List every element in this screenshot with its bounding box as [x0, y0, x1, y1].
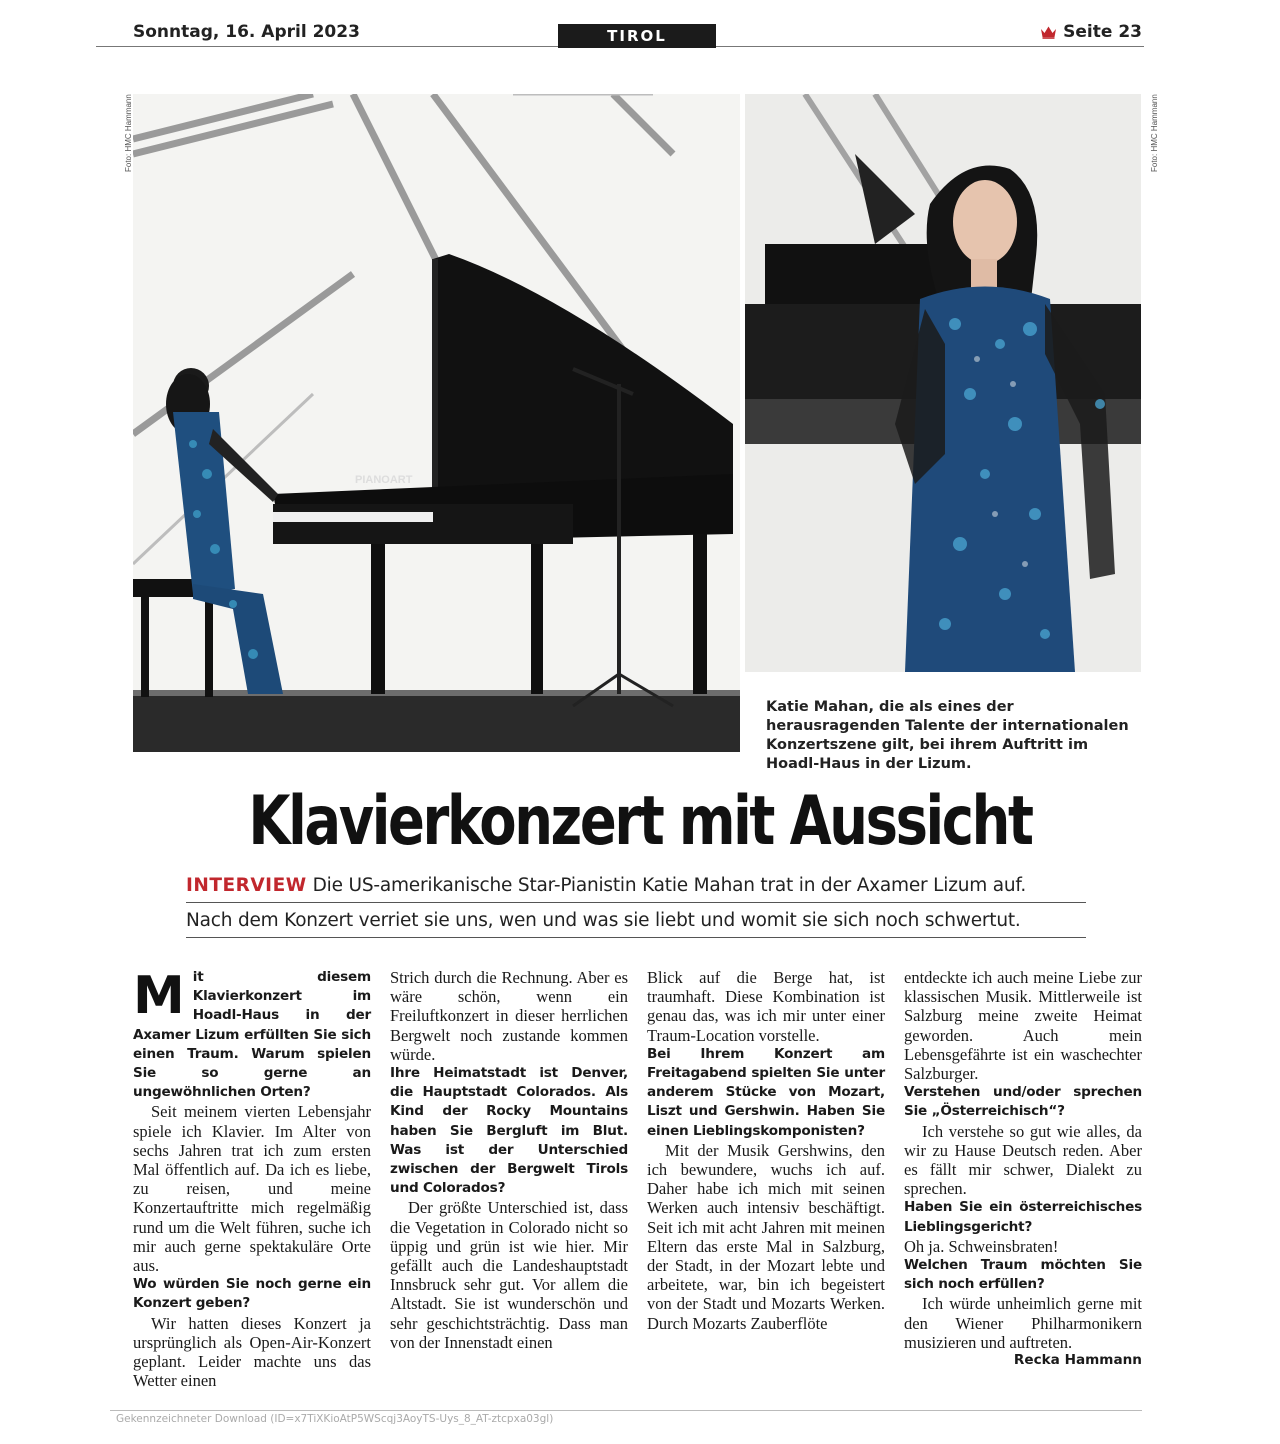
intro-kicker: INTERVIEW [186, 875, 307, 896]
article-headline: Klavierkonzert mit Aussicht [248, 782, 1032, 861]
answer: Seit meinem vierten Lebensjahr spiele ich Klavier. Im Alter von sechs Jahren trat ich zum ersten Mal öffentlich auf. Da ich es liebe, zu reisen, und meine Konzertauftritte mich regelmäßig rund um die Welt führen, suche ich mir auch gerne spektakuläre Orte aus. [133, 1102, 371, 1276]
question: it diesem Klavierkonzert im Hoadl-Haus in der Axamer Lizum erfüllten Sie sich einen Traum. Warum spielen Sie so gerne an ungewöhnlichen Orten? [133, 969, 371, 1101]
answer: Mit der Musik Gershwins, den ich bewundere, wuchs ich auf. Daher habe ich mich mit seinen Werken auch intensiv beschäftigt. Seit ich mit acht Jahren mit meinen Eltern das erste Mal in Salzburg, der Stadt, in der Mozart lebte und arbeitete, war, bin ich begeistert von der Stadt und Mozarts Werken. Durch Mozarts Zauberflöte [647, 1140, 885, 1333]
article-column-3 [647, 968, 885, 1333]
intro-line-1-text: Die US-amerikanische Star-Pianistin Katie Mahan trat in der Axamer Lizum auf. [312, 875, 1027, 896]
answer-text: Ich würde unheimlich gerne mit den Wiener Philharmonikern musizieren und auftreten. [904, 1294, 1142, 1352]
article-column-2 [390, 968, 628, 1352]
question: Welchen Traum möchten Sie sich noch erfüllen? [904, 1257, 1142, 1293]
question: Haben Sie ein österreichisches Lieblingsgericht? [904, 1199, 1142, 1235]
photo-pianist-portrait [745, 94, 1141, 672]
question: Bei Ihrem Konzert am Freitagabend spielten Sie unter anderem Stücke von Mozart, Liszt und Gershwin. Haben Sie einen Lieblingskomponisten? [647, 1045, 885, 1139]
page-number-label: Seite 23 [1063, 22, 1142, 42]
photo-caption: Katie Mahan, die als eines der herausragenden Talente der internationalen Konzertszene gilt, bei ihrem Auftritt im Hoadl-Haus in der Lizum. [766, 699, 1129, 772]
intro-line-1 [186, 875, 1026, 896]
answer: entdeckte ich auch meine Liebe zur klassischen Musik. Mittlerweile ist Salzburg meine zweite Heimat geworden. Auch mein Lebensgefährte ist ein waschechter Salzburger. [904, 968, 1142, 1084]
header-rule-right [716, 46, 1144, 47]
intro-line-2: Nach dem Konzert verriet sie uns, wen und was sie liebt und womit sie sich noch schwertut. [186, 910, 1021, 931]
photo-credit-right: Foto: HMC Hammann [1150, 94, 1159, 172]
answer: Wir hatten dieses Konzert ja ursprünglich als Open-Air-Konzert geplant. Leider machte uns das Wetter einen [133, 1313, 371, 1391]
answer: Der größte Unterschied ist, dass die Vegetation in Colorado nicht so üppig und grün ist wie hier. Mir gefällt auch die Landeshauptstadt Innsbruck sehr gut. Vor allem die Altstadt. Sie ist wunderschön und sehr geschichtsträchtig. Dass man von der Innenstadt einen [390, 1198, 628, 1352]
question: Ihre Heimatstadt ist Denver, die Hauptstadt Colorados. Als Kind der Rocky Mountains haben Sie Bergluft im Blut. Was ist der Unterschied zwischen der Bergwelt Tirols und Colorados? [390, 1065, 628, 1197]
section-label: TIROL [558, 24, 716, 48]
piano-brand-text: PIANOART [355, 474, 413, 486]
photo-credit-left: Foto: HMC Hammann [124, 94, 133, 172]
download-footer: Gekennzeichneter Download (ID=x7TiXKioAtP5WScqj3AoyTS-Uys_8_AT-ztcpxa03gl) [116, 1413, 554, 1425]
article-column-1 [133, 968, 371, 1390]
header-rule-left [96, 46, 558, 47]
answer: Oh ja. Schweinsbraten! [904, 1236, 1059, 1256]
photo-pianist-at-piano [133, 94, 740, 752]
intro-divider-bottom [186, 937, 1086, 938]
footer-rule [110, 1410, 1142, 1411]
page-number [1040, 22, 1142, 42]
answer: Strich durch die Rechnung. Aber es wäre schön, wenn ein Freiluftkonzert in dieser herrlichen Bergwelt noch zustande kommen würde. [390, 968, 628, 1064]
answer: Ich verstehe so gut wie alles, da wir zu Hause Deutsch reden. Aber es fällt mir schwer, Dialekt zu sprechen. [904, 1121, 1142, 1199]
answer [904, 1294, 1142, 1369]
drop-cap: M [133, 966, 185, 1026]
question: Wo würden Sie noch gerne ein Konzert geben? [133, 1276, 371, 1312]
article-column-4 [904, 968, 1142, 1368]
intro-divider [186, 902, 1086, 903]
question: Verstehen und/oder sprechen Sie „Österreichisch“? [904, 1084, 1142, 1120]
answer: Blick auf die Berge hat, ist traumhaft. Diese Kombination ist genau das, was ich mir unter einer Traum-Location vorstelle. [647, 968, 885, 1045]
author-byline: Recka Hammann [1013, 1352, 1142, 1369]
issue-date: Sonntag, 16. April 2023 [133, 22, 360, 42]
crown-icon [1040, 25, 1057, 39]
